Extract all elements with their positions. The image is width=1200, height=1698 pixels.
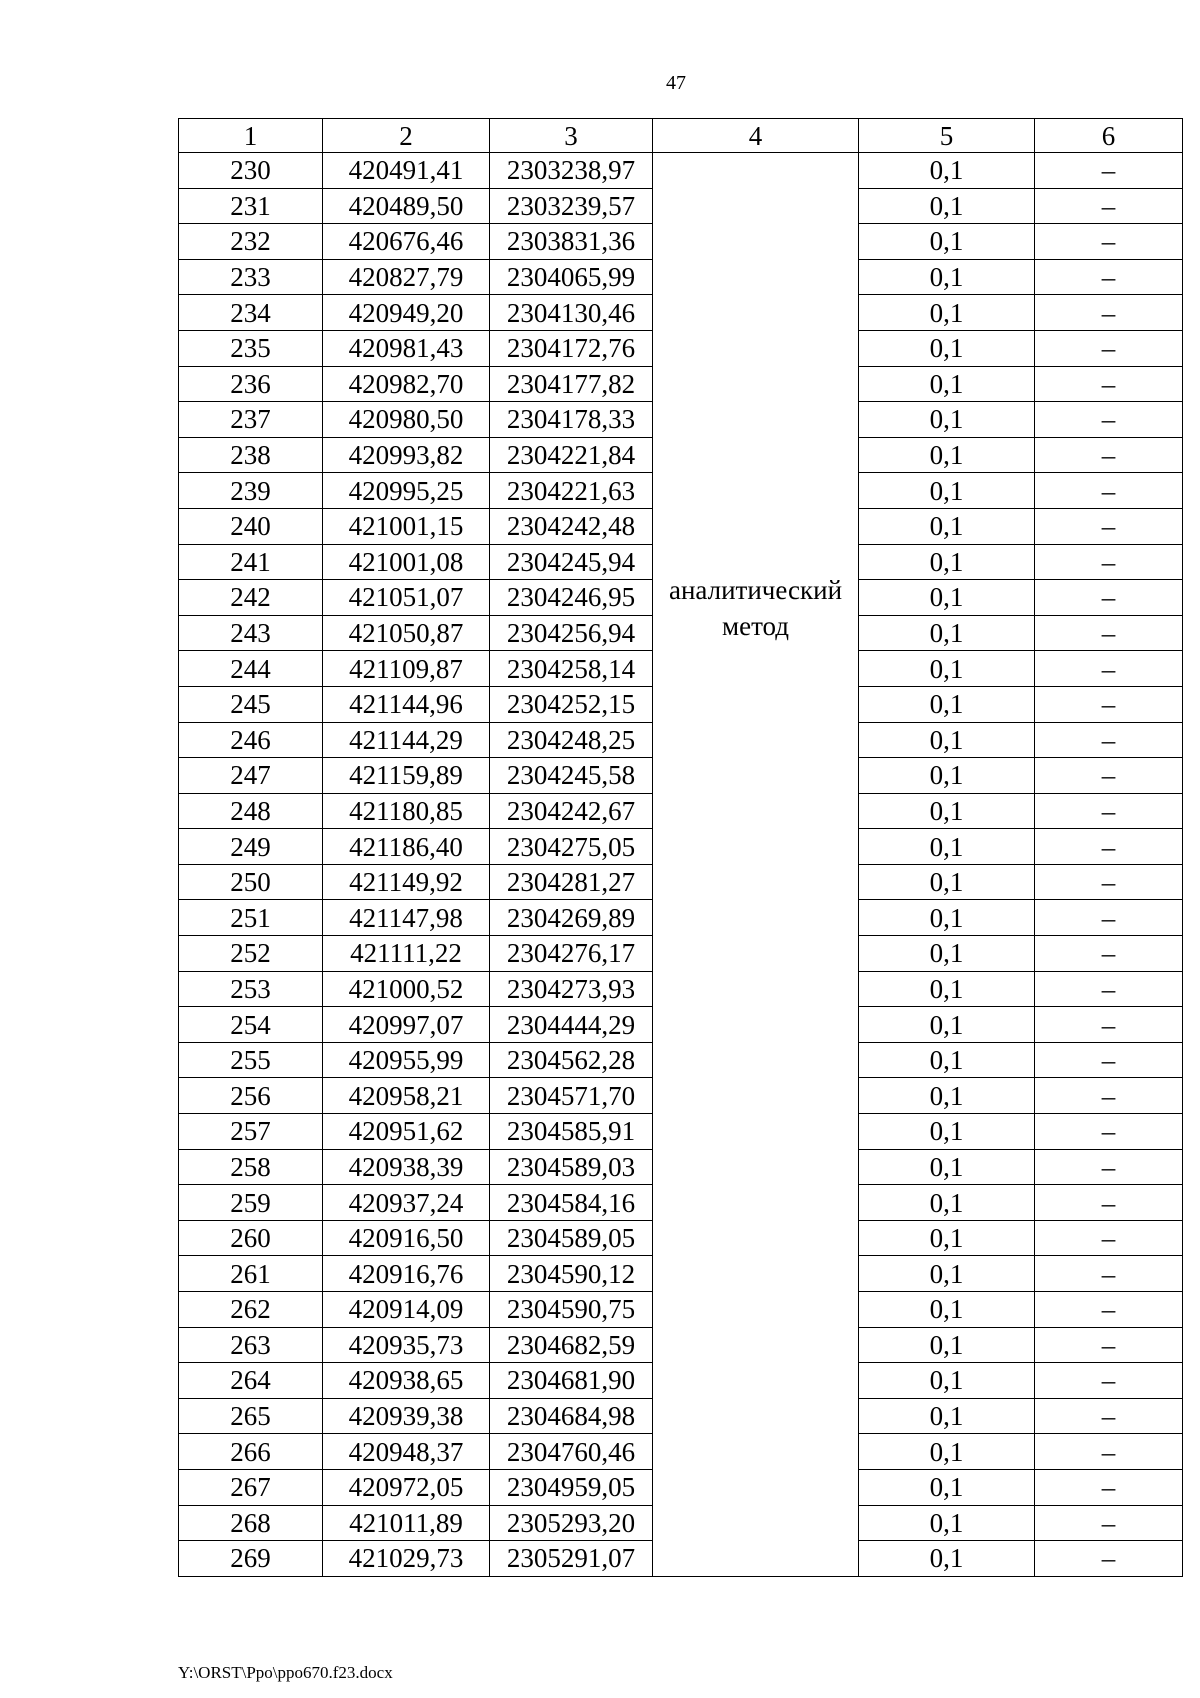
y-coordinate-cell: 2304584,16 — [490, 1185, 653, 1221]
table-body — [179, 153, 1183, 1577]
y-coordinate-cell: 2304444,29 — [490, 1007, 653, 1043]
y-coordinate-cell: 2304760,46 — [490, 1434, 653, 1470]
x-coordinate-cell: 421111,22 — [323, 936, 490, 972]
y-coordinate-cell: 2304248,25 — [490, 722, 653, 758]
note-cell: – — [1035, 224, 1183, 260]
note-cell: – — [1035, 615, 1183, 651]
point-number-cell: 263 — [179, 1327, 323, 1363]
note-cell: – — [1035, 936, 1183, 972]
note-cell: – — [1035, 1292, 1183, 1328]
x-coordinate-cell: 421001,08 — [323, 544, 490, 580]
x-coordinate-cell: 420937,24 — [323, 1185, 490, 1221]
accuracy-cell: 0,1 — [859, 580, 1035, 616]
note-cell: – — [1035, 1042, 1183, 1078]
x-coordinate-cell: 421029,73 — [323, 1541, 490, 1577]
x-coordinate-cell: 420995,25 — [323, 473, 490, 509]
x-coordinate-cell: 421159,89 — [323, 758, 490, 794]
y-coordinate-cell: 2304177,82 — [490, 366, 653, 402]
column-header-5: 5 — [859, 119, 1035, 153]
note-cell: – — [1035, 651, 1183, 687]
y-coordinate-cell: 2304221,63 — [490, 473, 653, 509]
x-coordinate-cell: 420938,65 — [323, 1363, 490, 1399]
note-cell: – — [1035, 1256, 1183, 1292]
y-coordinate-cell: 2304281,27 — [490, 864, 653, 900]
y-coordinate-cell: 2304681,90 — [490, 1363, 653, 1399]
point-number-cell: 258 — [179, 1149, 323, 1185]
accuracy-cell: 0,1 — [859, 473, 1035, 509]
note-cell: – — [1035, 686, 1183, 722]
note-cell: – — [1035, 829, 1183, 865]
accuracy-cell: 0,1 — [859, 1505, 1035, 1541]
point-number-cell: 262 — [179, 1292, 323, 1328]
point-number-cell: 248 — [179, 793, 323, 829]
point-number-cell: 265 — [179, 1398, 323, 1434]
point-number-cell: 260 — [179, 1220, 323, 1256]
x-coordinate-cell: 420951,62 — [323, 1114, 490, 1150]
accuracy-cell: 0,1 — [859, 758, 1035, 794]
accuracy-cell: 0,1 — [859, 1398, 1035, 1434]
x-coordinate-cell: 421051,07 — [323, 580, 490, 616]
point-number-cell: 234 — [179, 295, 323, 331]
accuracy-cell: 0,1 — [859, 188, 1035, 224]
note-cell: – — [1035, 1398, 1183, 1434]
column-header-6: 6 — [1035, 119, 1183, 153]
note-cell: – — [1035, 864, 1183, 900]
point-number-cell: 264 — [179, 1363, 323, 1399]
y-coordinate-cell: 2304273,93 — [490, 971, 653, 1007]
x-coordinate-cell: 421001,15 — [323, 508, 490, 544]
point-number-cell: 247 — [179, 758, 323, 794]
y-coordinate-cell: 2304590,12 — [490, 1256, 653, 1292]
note-cell: – — [1035, 366, 1183, 402]
note-cell: – — [1035, 473, 1183, 509]
point-number-cell: 249 — [179, 829, 323, 865]
point-number-cell: 232 — [179, 224, 323, 260]
point-number-cell: 257 — [179, 1114, 323, 1150]
point-number-cell: 245 — [179, 686, 323, 722]
point-number-cell: 240 — [179, 508, 323, 544]
point-number-cell: 266 — [179, 1434, 323, 1470]
note-cell: – — [1035, 971, 1183, 1007]
y-coordinate-cell: 2304682,59 — [490, 1327, 653, 1363]
y-coordinate-cell: 2304252,15 — [490, 686, 653, 722]
x-coordinate-cell: 421109,87 — [323, 651, 490, 687]
y-coordinate-cell: 2304590,75 — [490, 1292, 653, 1328]
point-number-cell: 267 — [179, 1469, 323, 1505]
x-coordinate-cell: 420916,50 — [323, 1220, 490, 1256]
x-coordinate-cell: 421147,98 — [323, 900, 490, 936]
note-cell: – — [1035, 1114, 1183, 1150]
accuracy-cell: 0,1 — [859, 1469, 1035, 1505]
x-coordinate-cell: 420935,73 — [323, 1327, 490, 1363]
point-number-cell: 253 — [179, 971, 323, 1007]
accuracy-cell: 0,1 — [859, 1149, 1035, 1185]
x-coordinate-cell: 420491,41 — [323, 153, 490, 189]
accuracy-cell: 0,1 — [859, 1042, 1035, 1078]
accuracy-cell: 0,1 — [859, 402, 1035, 438]
x-coordinate-cell: 421149,92 — [323, 864, 490, 900]
y-coordinate-cell: 2304256,94 — [490, 615, 653, 651]
point-number-cell: 268 — [179, 1505, 323, 1541]
point-number-cell: 243 — [179, 615, 323, 651]
point-number-cell: 238 — [179, 437, 323, 473]
point-number-cell: 242 — [179, 580, 323, 616]
y-coordinate-cell: 2304258,14 — [490, 651, 653, 687]
method-cell: аналитический метод — [653, 153, 859, 1577]
x-coordinate-cell: 421000,52 — [323, 971, 490, 1007]
point-number-cell: 261 — [179, 1256, 323, 1292]
page-number: 47 — [666, 72, 686, 94]
note-cell: – — [1035, 437, 1183, 473]
accuracy-cell: 0,1 — [859, 437, 1035, 473]
point-number-cell: 231 — [179, 188, 323, 224]
note-cell: – — [1035, 1327, 1183, 1363]
accuracy-cell: 0,1 — [859, 651, 1035, 687]
note-cell: – — [1035, 580, 1183, 616]
note-cell: – — [1035, 1220, 1183, 1256]
note-cell: – — [1035, 544, 1183, 580]
note-cell: – — [1035, 722, 1183, 758]
y-coordinate-cell: 2303831,36 — [490, 224, 653, 260]
note-cell: – — [1035, 1149, 1183, 1185]
x-coordinate-cell: 420916,76 — [323, 1256, 490, 1292]
point-number-cell: 239 — [179, 473, 323, 509]
accuracy-cell: 0,1 — [859, 829, 1035, 865]
x-coordinate-cell: 420938,39 — [323, 1149, 490, 1185]
note-cell: – — [1035, 508, 1183, 544]
column-header-2: 2 — [323, 119, 490, 153]
note-cell: – — [1035, 1505, 1183, 1541]
point-number-cell: 252 — [179, 936, 323, 972]
y-coordinate-cell: 2304065,99 — [490, 259, 653, 295]
point-number-cell: 251 — [179, 900, 323, 936]
y-coordinate-cell: 2304684,98 — [490, 1398, 653, 1434]
accuracy-cell: 0,1 — [859, 544, 1035, 580]
point-number-cell: 244 — [179, 651, 323, 687]
accuracy-cell: 0,1 — [859, 259, 1035, 295]
accuracy-cell: 0,1 — [859, 153, 1035, 189]
x-coordinate-cell: 421144,96 — [323, 686, 490, 722]
accuracy-cell: 0,1 — [859, 224, 1035, 260]
y-coordinate-cell: 2304245,58 — [490, 758, 653, 794]
y-coordinate-cell: 2304242,48 — [490, 508, 653, 544]
note-cell: – — [1035, 153, 1183, 189]
accuracy-cell: 0,1 — [859, 936, 1035, 972]
note-cell: – — [1035, 793, 1183, 829]
x-coordinate-cell: 420949,20 — [323, 295, 490, 331]
accuracy-cell: 0,1 — [859, 864, 1035, 900]
y-coordinate-cell: 2304221,84 — [490, 437, 653, 473]
point-number-cell: 235 — [179, 330, 323, 366]
x-coordinate-cell: 420997,07 — [323, 1007, 490, 1043]
note-cell: – — [1035, 758, 1183, 794]
y-coordinate-cell: 2304276,17 — [490, 936, 653, 972]
point-number-cell: 254 — [179, 1007, 323, 1043]
y-coordinate-cell: 2305293,20 — [490, 1505, 653, 1541]
note-cell: – — [1035, 402, 1183, 438]
x-coordinate-cell: 421011,89 — [323, 1505, 490, 1541]
accuracy-cell: 0,1 — [859, 1078, 1035, 1114]
x-coordinate-cell: 421180,85 — [323, 793, 490, 829]
y-coordinate-cell: 2304589,03 — [490, 1149, 653, 1185]
coordinates-table — [178, 118, 1183, 1577]
x-coordinate-cell: 421050,87 — [323, 615, 490, 651]
accuracy-cell: 0,1 — [859, 1220, 1035, 1256]
y-coordinate-cell: 2304172,76 — [490, 330, 653, 366]
point-number-cell: 255 — [179, 1042, 323, 1078]
y-coordinate-cell: 2303238,97 — [490, 153, 653, 189]
x-coordinate-cell: 420981,43 — [323, 330, 490, 366]
note-cell: – — [1035, 900, 1183, 936]
x-coordinate-cell: 420958,21 — [323, 1078, 490, 1114]
accuracy-cell: 0,1 — [859, 1434, 1035, 1470]
y-coordinate-cell: 2304959,05 — [490, 1469, 653, 1505]
x-coordinate-cell: 420827,79 — [323, 259, 490, 295]
x-coordinate-cell: 420955,99 — [323, 1042, 490, 1078]
accuracy-cell: 0,1 — [859, 686, 1035, 722]
accuracy-cell: 0,1 — [859, 793, 1035, 829]
point-number-cell: 259 — [179, 1185, 323, 1221]
y-coordinate-cell: 2304571,70 — [490, 1078, 653, 1114]
y-coordinate-cell: 2304245,94 — [490, 544, 653, 580]
accuracy-cell: 0,1 — [859, 1292, 1035, 1328]
table-row — [179, 153, 1183, 189]
point-number-cell: 269 — [179, 1541, 323, 1577]
note-cell: – — [1035, 1363, 1183, 1399]
accuracy-cell: 0,1 — [859, 508, 1035, 544]
x-coordinate-cell: 420982,70 — [323, 366, 490, 402]
accuracy-cell: 0,1 — [859, 366, 1035, 402]
accuracy-cell: 0,1 — [859, 1541, 1035, 1577]
note-cell: – — [1035, 295, 1183, 331]
y-coordinate-cell: 2304562,28 — [490, 1042, 653, 1078]
note-cell: – — [1035, 1185, 1183, 1221]
y-coordinate-cell: 2304589,05 — [490, 1220, 653, 1256]
accuracy-cell: 0,1 — [859, 1007, 1035, 1043]
y-coordinate-cell: 2304246,95 — [490, 580, 653, 616]
y-coordinate-cell: 2305291,07 — [490, 1541, 653, 1577]
accuracy-cell: 0,1 — [859, 900, 1035, 936]
accuracy-cell: 0,1 — [859, 295, 1035, 331]
column-header-4: 4 — [653, 119, 859, 153]
y-coordinate-cell: 2303239,57 — [490, 188, 653, 224]
y-coordinate-cell: 2304585,91 — [490, 1114, 653, 1150]
point-number-cell: 230 — [179, 153, 323, 189]
note-cell: – — [1035, 1078, 1183, 1114]
x-coordinate-cell: 421186,40 — [323, 829, 490, 865]
y-coordinate-cell: 2304242,67 — [490, 793, 653, 829]
x-coordinate-cell: 420948,37 — [323, 1434, 490, 1470]
note-cell: – — [1035, 1007, 1183, 1043]
note-cell: – — [1035, 1541, 1183, 1577]
y-coordinate-cell: 2304130,46 — [490, 295, 653, 331]
x-coordinate-cell: 420489,50 — [323, 188, 490, 224]
note-cell: – — [1035, 330, 1183, 366]
accuracy-cell: 0,1 — [859, 330, 1035, 366]
x-coordinate-cell: 420972,05 — [323, 1469, 490, 1505]
point-number-cell: 246 — [179, 722, 323, 758]
accuracy-cell: 0,1 — [859, 722, 1035, 758]
point-number-cell: 236 — [179, 366, 323, 402]
x-coordinate-cell: 420980,50 — [323, 402, 490, 438]
point-number-cell: 256 — [179, 1078, 323, 1114]
note-cell: – — [1035, 1434, 1183, 1470]
column-header-3: 3 — [490, 119, 653, 153]
y-coordinate-cell: 2304275,05 — [490, 829, 653, 865]
accuracy-cell: 0,1 — [859, 971, 1035, 1007]
accuracy-cell: 0,1 — [859, 1114, 1035, 1150]
note-cell: – — [1035, 259, 1183, 295]
accuracy-cell: 0,1 — [859, 1327, 1035, 1363]
accuracy-cell: 0,1 — [859, 1256, 1035, 1292]
file-path-footer: Y:\ORST\Ppo\ppo670.f23.docx — [178, 1663, 393, 1682]
column-header-1: 1 — [179, 119, 323, 153]
x-coordinate-cell: 420993,82 — [323, 437, 490, 473]
note-cell: – — [1035, 1469, 1183, 1505]
point-number-cell: 233 — [179, 259, 323, 295]
y-coordinate-cell: 2304178,33 — [490, 402, 653, 438]
point-number-cell: 241 — [179, 544, 323, 580]
point-number-cell: 237 — [179, 402, 323, 438]
y-coordinate-cell: 2304269,89 — [490, 900, 653, 936]
x-coordinate-cell: 420939,38 — [323, 1398, 490, 1434]
accuracy-cell: 0,1 — [859, 1363, 1035, 1399]
table-header-row — [179, 119, 1183, 153]
accuracy-cell: 0,1 — [859, 615, 1035, 651]
note-cell: – — [1035, 188, 1183, 224]
x-coordinate-cell: 421144,29 — [323, 722, 490, 758]
accuracy-cell: 0,1 — [859, 1185, 1035, 1221]
x-coordinate-cell: 420676,46 — [323, 224, 490, 260]
point-number-cell: 250 — [179, 864, 323, 900]
x-coordinate-cell: 420914,09 — [323, 1292, 490, 1328]
